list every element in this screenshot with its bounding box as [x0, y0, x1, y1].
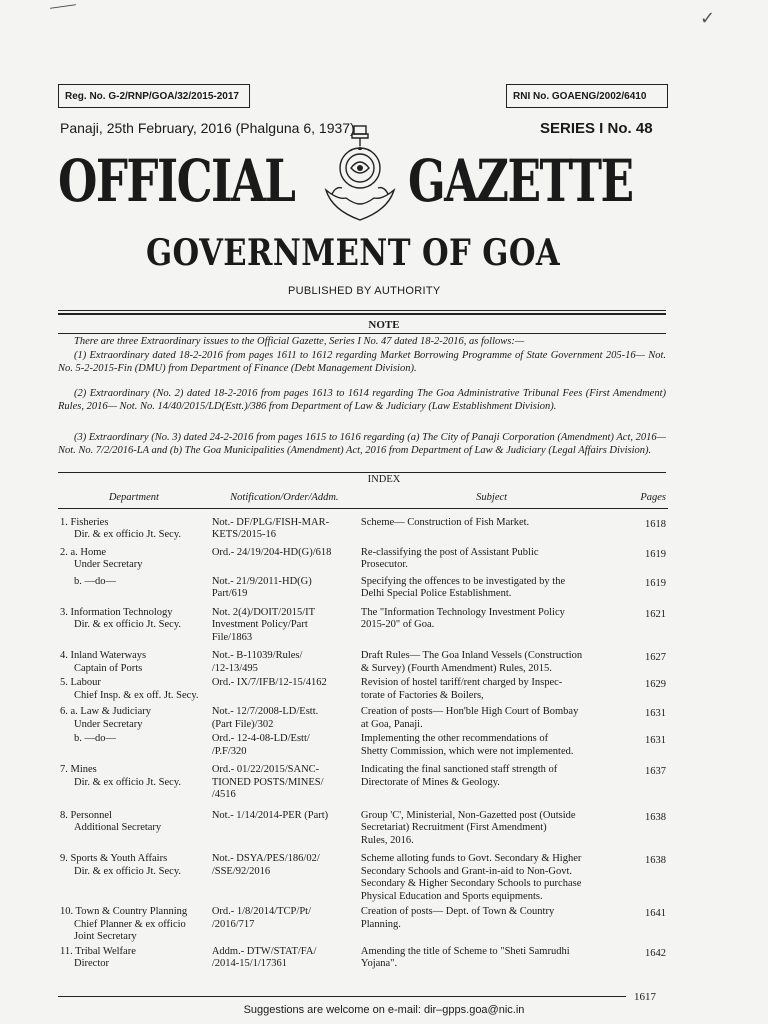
cell-notif [210, 758, 359, 802]
dept-line: 3. Information Technology [60, 606, 173, 618]
cell-notif [210, 731, 359, 758]
dept-line: Director [74, 958, 109, 969]
subj-line: Amending the title of Scheme to "Sheti Samrudhi [360, 945, 570, 957]
cell-subj [359, 802, 624, 848]
dept-line: Dir. & ex officio Jt. Secy. [74, 619, 182, 630]
subj-line: Yojana". [360, 958, 398, 969]
subj-line: Group 'C', Ministerial, Non-Gazetted post (Outside [360, 809, 576, 821]
note-rule [58, 333, 666, 334]
dept-line: 10. Town & Country Planning [60, 906, 188, 917]
subj-line: Revision of hostel tariff/rent charged by Inspec- [360, 677, 563, 688]
table-row [58, 802, 668, 848]
subj-line: Rules, 2016. [360, 834, 414, 846]
note-intro: There are three Extraordinary issues to the Official Gazette, Series I No. 47 dated 18-2-2016, as follows:— [74, 336, 525, 347]
dept-line: Chief Planner & ex officio [74, 918, 186, 930]
subj-line: Directorate of Mines & Geology. [360, 776, 500, 788]
cell-pages: 1641 [645, 908, 666, 919]
notif-line: Not.- B-11039/Rules/ [211, 650, 303, 661]
cell-pages: 1638 [645, 855, 666, 866]
cell-notif [210, 702, 359, 731]
index-header-row [58, 490, 668, 508]
subj-line: Shetty Commission, which were not implemented. [360, 745, 574, 757]
cell-pages: 1638 [645, 811, 666, 823]
publication-dateline: Panaji, 25th February, 2016 (Phalguna 6, 1937) [60, 120, 355, 136]
cell-subj [359, 542, 624, 572]
subj-line: at Goa, Panaji. [360, 718, 423, 730]
cell-subj [359, 644, 624, 675]
cell-pages: 1631 [645, 708, 666, 719]
cell-subj [359, 847, 624, 903]
cell-dept [58, 847, 210, 903]
subj-line: Creation of posts— Hon'ble High Court of Bombay [360, 706, 579, 717]
notif-line: Not.- 21/9/2011-HD(G) [211, 575, 312, 587]
cell-dept [58, 572, 210, 601]
notif-line: (Part File)/302 [211, 718, 274, 730]
registration-number-box: Reg. No. G-2/RNP/GOA/32/2015-2017 [58, 84, 250, 108]
cell-pages: 1631 [645, 735, 666, 746]
cell-subj [359, 702, 624, 731]
notif-line: /4516 [211, 789, 236, 800]
dept-line: 9. Sports & Youth Affairs [60, 853, 168, 864]
dept-line: 1. Fisheries [60, 516, 109, 528]
cell-subj [359, 903, 624, 944]
cell-notif [210, 944, 359, 971]
cell-subj [359, 508, 624, 542]
cell-pages: 1618 [645, 518, 666, 530]
cell-dept [58, 731, 210, 758]
notif-line: /2016/717 [211, 918, 255, 930]
dept-line: 2. a. Home [60, 546, 107, 558]
notif-line: TIONED POSTS/MINES/ [211, 776, 324, 788]
cell-notif [210, 644, 359, 675]
table-row [58, 601, 668, 645]
dept-line: Joint Secretary [74, 931, 137, 942]
note-heading: NOTE [368, 319, 400, 331]
cell-pages: 1637 [645, 766, 666, 777]
tick-mark: ✓ [700, 8, 716, 29]
table-row [58, 758, 668, 802]
dept-line: 7. Mines [60, 764, 97, 775]
subj-line: Indicating the final sanctioned staff strength of [360, 764, 558, 775]
dept-line: 11. Tribal Welfare [60, 945, 136, 957]
subj-line: Creation of posts— Dept. of Town & Country [360, 906, 555, 917]
cell-pages: 1619 [645, 577, 666, 589]
cell-dept [58, 944, 210, 971]
cell-subj [359, 731, 624, 758]
cell-notif [210, 802, 359, 848]
cell-dept [58, 903, 210, 944]
cell-notif [210, 601, 359, 645]
header-notification: Notification/Order/Addm. [210, 490, 359, 508]
notif-line: Not.- 12/7/2008-LD/Estt. [211, 706, 319, 717]
table-row [58, 675, 668, 702]
suggestions-email: Suggestions are welcome on e-mail: dir–gpps.goa@nic.in [243, 1004, 525, 1016]
table-row [58, 572, 668, 601]
footer-rule [58, 996, 626, 997]
notif-line: Not.- DF/PLG/FISH-MAR- [211, 516, 330, 528]
notif-line: Not.- 1/14/2014-PER (Part) [211, 809, 329, 821]
cell-dept [58, 802, 210, 848]
notif-line: Ord.- 24/19/204-HD(G)/618 [211, 546, 332, 558]
notif-line: Addm.- DTW/STAT/FA/ [211, 945, 317, 957]
cell-subj [359, 675, 624, 702]
dept-line: 4. Inland Waterways [60, 650, 147, 661]
table-row [58, 847, 668, 903]
dept-line: Chief Insp. & ex off. Jt. Secy. [74, 689, 199, 701]
gazette-title-right: GAZETTE [408, 147, 633, 215]
notif-line: Investment Policy/Part [211, 619, 308, 630]
subj-line: Implementing the other recommendations of [360, 733, 549, 744]
subj-line: Secondary & Higher Secondary Schools to purchase [360, 878, 582, 889]
rni-number-box: RNI No. GOAENG/2002/6410 [506, 84, 668, 108]
notif-line: /2014-15/1/17361 [211, 958, 288, 969]
subj-line: torate of Factories & Boilers, [360, 689, 484, 701]
cell-dept [58, 702, 210, 731]
subj-line: Draft Rules— The Goa Inland Vessels (Construction [360, 650, 583, 661]
pen-mark [50, 4, 76, 9]
subj-line: Scheme alloting funds to Govt. Secondary & Higher [360, 853, 582, 864]
cell-subj [359, 601, 624, 645]
table-row [58, 903, 668, 944]
cell-pages: 1621 [645, 608, 666, 620]
table-row [58, 944, 668, 971]
series-number: SERIES I No. 48 [540, 120, 653, 137]
dept-line: Under Secretary [74, 559, 143, 570]
note-item-1: (1) Extraordinary dated 18-2-2016 from pages 1611 to 1612 regarding Market Borrowing Programme of State Government 205-16— Not. No. 5-2-2015-Fin (DMU) from Department of Finance (Debt Management Division). [58, 350, 666, 374]
dept-line: Dir. & ex officio Jt. Secy. [74, 529, 182, 540]
header-subject: Subject [359, 490, 624, 508]
subj-line: Physical Education and Sports equipments. [360, 890, 543, 902]
subj-line: Prosecutor. [360, 559, 408, 570]
cell-notif [210, 903, 359, 944]
index-table [58, 490, 668, 971]
dept-line: Dir. & ex officio Jt. Secy. [74, 865, 182, 877]
table-row [58, 702, 668, 731]
subj-line: Planning. [360, 918, 401, 930]
dept-line: 8. Personnel [60, 809, 112, 821]
cell-pages: 1619 [645, 548, 666, 560]
dept-line: Additional Secretary [74, 822, 162, 833]
dept-line: 5. Labour [60, 677, 101, 688]
page-number: 1617 [634, 991, 656, 1003]
cell-notif [210, 572, 359, 601]
government-subtitle: GOVERNMENT OF GOA [146, 232, 561, 274]
subj-line: Scheme— Construction of Fish Market. [360, 516, 530, 528]
subj-line: 2015-20" of Goa. [360, 619, 435, 630]
gazette-title-left: OFFICIAL [58, 147, 295, 215]
dept-line: Under Secretary [74, 718, 143, 730]
subj-line: & Survey) (Fourth Amendment) Rules, 2015. [360, 662, 552, 674]
notif-line: Ord.- IX/7/IFB/12-15/4162 [211, 677, 327, 688]
subj-line: Re-classifying the post of Assistant Public [360, 546, 539, 558]
dept-line: Dir. & ex officio Jt. Secy. [74, 776, 182, 788]
index-top-rule [58, 472, 666, 473]
cell-dept [58, 644, 210, 675]
table-row [58, 542, 668, 572]
table-row [58, 508, 668, 542]
notif-line: File/1863 [211, 631, 253, 643]
index-heading: INDEX [367, 474, 401, 485]
cell-notif [210, 508, 359, 542]
cell-dept [58, 508, 210, 542]
cell-pages: 1627 [645, 652, 666, 663]
dept-line: b. —do— [74, 733, 116, 744]
notif-line: Part/619 [211, 588, 248, 599]
cell-subj [359, 758, 624, 802]
cell-dept [58, 758, 210, 802]
dept-line: 6. a. Law & Judiciary [60, 706, 151, 717]
published-by-authority: PUBLISHED BY AUTHORITY [288, 285, 441, 297]
goa-state-emblem-icon [318, 124, 402, 226]
cell-dept [58, 675, 210, 702]
cell-notif [210, 675, 359, 702]
cell-notif [210, 542, 359, 572]
cell-subj [359, 944, 624, 971]
top-double-rule-1 [58, 310, 666, 311]
cell-pages: 1642 [645, 947, 666, 959]
dept-line: Captain of Ports [74, 662, 143, 674]
cell-notif [210, 847, 359, 903]
cell-dept [58, 542, 210, 572]
notif-line: Ord.- 12-4-08-LD/Estt/ [211, 733, 310, 744]
index-body [58, 508, 668, 971]
cell-subj [359, 572, 624, 601]
subj-line: Specifying the offences to be investigated by the [360, 575, 566, 587]
subj-line: Delhi Special Police Establishment. [360, 588, 512, 599]
cell-pages: 1629 [645, 679, 666, 690]
notif-line: Ord.- 1/8/2014/TCP/Pt/ [211, 906, 311, 917]
subj-line: Secondary Schools and Grant-in-aid to Non-Govt. [360, 865, 573, 877]
note-item-2: (2) Extraordinary (No. 2) dated 18-2-2016 from pages 1613 to 1614 regarding The Goa Administrative Tribunal Fees (First Amendment) Rules, 2016— Not. No. 14/40/2015/LD(Estt.)/386 from Department of Law & Judiciary (Law Establishment Division). [58, 388, 666, 412]
notif-line: /12-13/495 [211, 662, 258, 674]
header-department: Department [58, 490, 210, 508]
notif-line: Not.- DSYA/PES/186/02/ [211, 853, 320, 864]
top-double-rule-2 [58, 313, 666, 315]
dept-line: b. —do— [74, 575, 116, 587]
notif-line: Ord.- 01/22/2015/SANC- [211, 764, 320, 775]
notif-line: /P.F/320 [211, 745, 247, 757]
subj-line: Secretariat) Recruitment (First Amendment) [360, 822, 547, 833]
note-item-3: (3) Extraordinary (No. 3) dated 24-2-2016 from pages 1615 to 1616 regarding (a) The City of Panaji Corporation (Amendment) Act, 2016— Not. No. 7/2/2016-LA and (b) The Goa Municipalities (Amendment) Act, 2016 from Department of Law & Judiciary (Legal Affairs Division). [58, 432, 666, 456]
table-row [58, 731, 668, 758]
notif-line: Not. 2(4)/DOIT/2015/IT [211, 606, 316, 618]
notif-line: /SSE/92/2016 [211, 865, 271, 877]
subj-line: The "Information Technology Investment Policy [360, 606, 565, 618]
header-pages: Pages [624, 490, 668, 508]
notif-line: KETS/2015-16 [211, 529, 276, 540]
cell-dept [58, 601, 210, 645]
table-row [58, 644, 668, 675]
